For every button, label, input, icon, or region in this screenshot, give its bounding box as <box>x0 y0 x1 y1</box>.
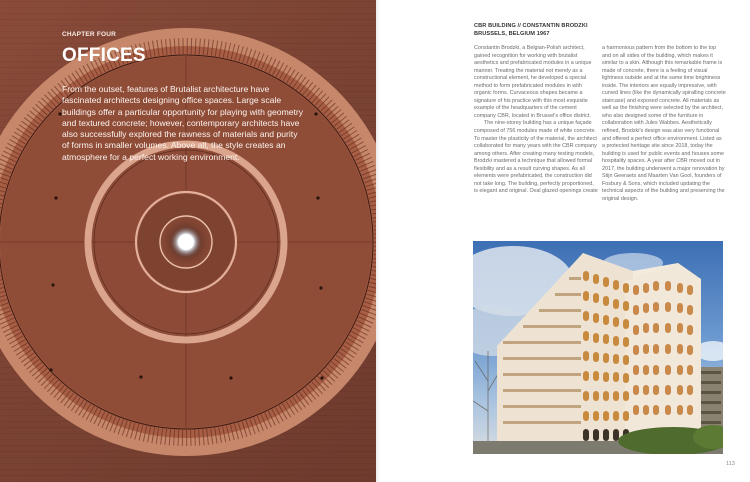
page-number: 113 <box>726 461 735 467</box>
chapter-intro-text: From the outset, features of Brutalist architecture have fascinated architects designing office spaces. Large scale buildings offer a particular opportunity for playing with geometry and textured concrete; however, contemporary architects have also successfully explored the rawness of materials and purity of forms in smaller volumes. Above all, the style creates an atmosphere for a perfect working environment. <box>62 84 304 162</box>
article-title: CBR BUILDING // CONSTANTIN BRODZKI <box>474 23 588 29</box>
body-column-2 <box>602 45 726 203</box>
body-paragraph: Constantin Brodzki, a Belgian-Polish architect, gained recognition for working with brutalist aesthetics and prefabricated modules in a unique manner. Treating the material not merely as a constructional element, he developed a special method to form prefabricated modules in with organic forms. Curvaceous shapes became a signature of his practice with this most exquisite example of the headquarters of the cement company CBR, located in Brussel's office district. <box>474 45 592 119</box>
chapter-label: CHAPTER FOUR <box>62 31 117 38</box>
body-paragraph: a harmonious pattern from the bottom to the top and on all sides of the building, which makes it similar to a skin. Although this remarkable frame is made of concrete, there is a feeling of visual lightness outside and at the same time brightness inside. The interiors are equally impressive, with curved lines (like the dynamically spiralling concrete staircase) and exposed concrete. All materials as well as the finishing were selected by the architect, who also designed some of the furniture in collaboration with Jules Wabbes. Aesthetically refined, Brodzki's design was also very functional and offered a perfect office environment. Listed as a protected heritage site since 2018, today the building is used for public events and houses some hospitality spaces. A year after CBR moved out in 2017, the building underwent a major renovation by Stijn Geeraets and Maarten Van Gool, founders of Fosbury & Sons, which included updating the technical aspects of the building and preserving the original design. <box>602 45 726 202</box>
body-paragraph: The nine-storey building has a unique façade composed of 756 modules made of white concrete. To master the plasticity of the material, the architect collaborated for many years with the CBR company among others. After creating many testing models, Brodzki mastered a technique that allowed formal flexibility and as a result curving shapes. As all elements were prefabricated, the construction did not take long. The building, perfectly proportioned, is elegant and original. Oval glazed openings create <box>474 120 598 195</box>
building-illustration <box>473 241 723 454</box>
article-location-year: BRUSSELS, BELGIUM 1967 <box>474 31 550 37</box>
article-heading <box>474 22 614 38</box>
body-column-1 <box>474 45 598 196</box>
cbr-building-photo <box>473 241 723 454</box>
chapter-title: OFFICES <box>62 45 146 66</box>
